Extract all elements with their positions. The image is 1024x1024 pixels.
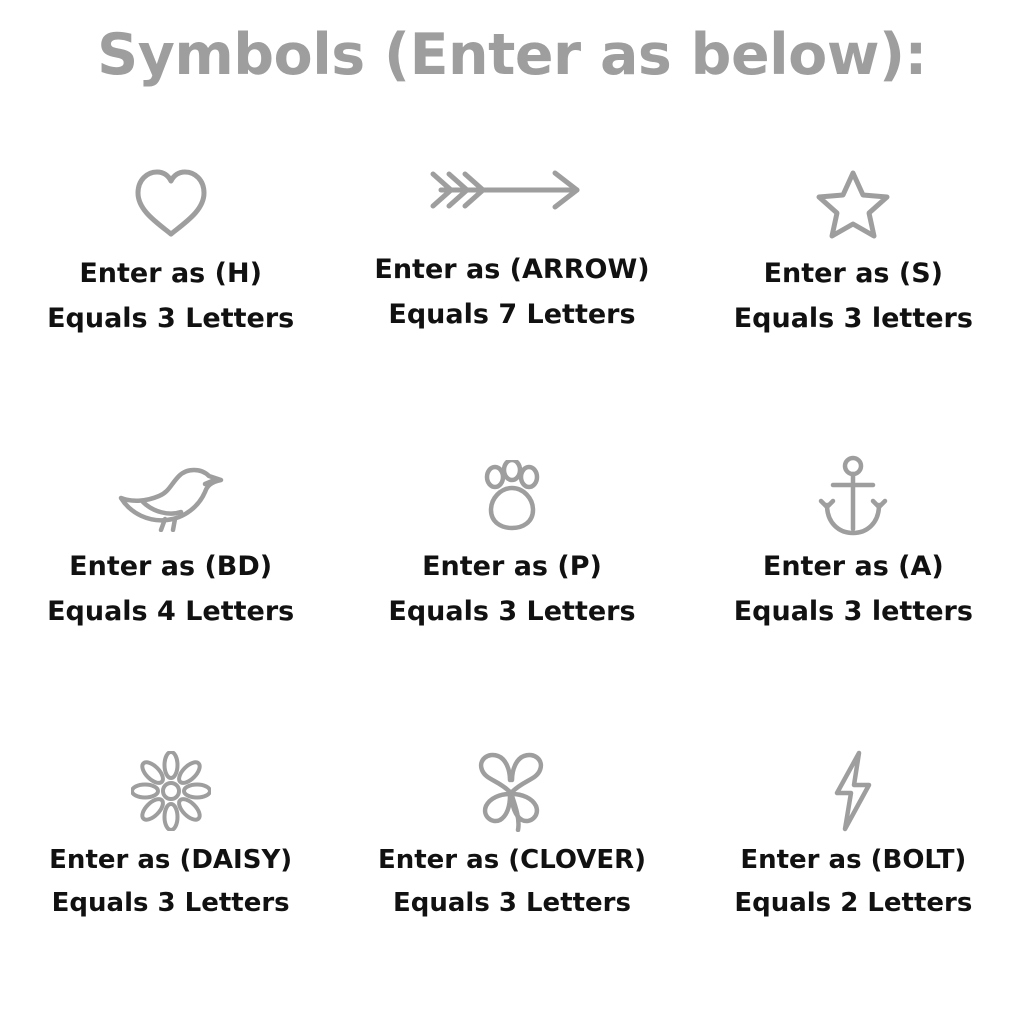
symbol-cell-paw — [341, 433, 682, 726]
symbol-text-paw — [388, 545, 635, 634]
symbol-text-clover — [378, 839, 646, 925]
equals-label: Equals 3 Letters — [51, 887, 290, 918]
symbol-text-bolt — [734, 839, 972, 925]
enter-as-label: Enter as (ARROW) — [374, 254, 650, 285]
equals-label: Equals 3 Letters — [388, 595, 636, 627]
bolt-icon — [829, 745, 877, 837]
symbols-grid — [0, 140, 1024, 1020]
equals-label: Equals 3 Letters — [47, 302, 295, 334]
enter-as-label: Enter as (DAISY) — [49, 844, 293, 875]
enter-as-label: Enter as (CLOVER) — [377, 844, 647, 875]
enter-as-label: Enter as (BOLT) — [740, 844, 967, 875]
symbol-cell-star — [683, 140, 1024, 433]
page-title: Symbols (Enter as below): — [97, 22, 927, 88]
equals-label: Equals 3 letters — [733, 302, 973, 334]
enter-as-label: Enter as (BD) — [69, 551, 273, 583]
symbol-cell-arrow — [341, 140, 682, 433]
equals-label: Equals 4 Letters — [47, 595, 295, 627]
symbol-text-star — [734, 252, 973, 341]
enter-as-label: Enter as (H) — [79, 258, 262, 289]
symbol-cell-heart — [0, 140, 341, 433]
symbol-cell-anchor — [683, 433, 1024, 726]
clover-icon — [472, 745, 552, 837]
symbol-cell-bird — [0, 433, 341, 726]
equals-label: Equals 3 letters — [733, 595, 973, 627]
heart-icon — [130, 158, 212, 250]
equals-label: Equals 7 Letters — [388, 298, 636, 330]
symbol-cell-clover — [341, 727, 682, 1020]
star-icon — [815, 158, 891, 250]
anchor-icon — [817, 451, 889, 543]
equals-label: Equals 3 Letters — [392, 887, 631, 918]
enter-as-label: Enter as (P) — [422, 551, 602, 583]
symbol-text-arrow — [374, 248, 649, 337]
bird-icon — [113, 451, 229, 543]
symbol-cell-daisy — [0, 727, 341, 1020]
symbol-text-anchor — [734, 545, 973, 634]
symbol-cell-bolt — [683, 727, 1024, 1020]
enter-as-label: Enter as (S) — [763, 258, 944, 289]
equals-label: Equals 2 Letters — [734, 887, 973, 918]
symbol-text-heart — [47, 252, 294, 341]
paw-icon — [475, 451, 549, 543]
daisy-icon — [131, 745, 211, 837]
arrow-icon — [427, 144, 597, 236]
enter-as-label: Enter as (A) — [762, 551, 944, 583]
symbol-text-daisy — [49, 839, 292, 925]
symbol-text-bird — [47, 545, 294, 634]
